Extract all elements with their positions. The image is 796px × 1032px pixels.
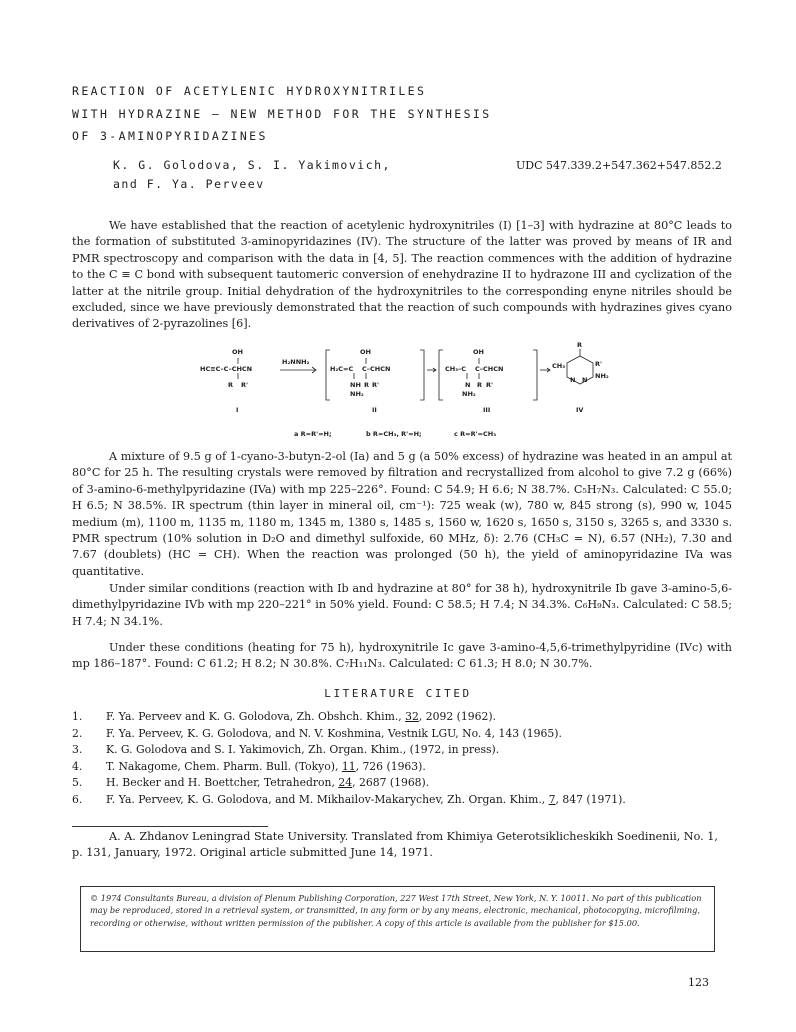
authors-line-1: K. G. Golodova, S. I. Yakimovich, (113, 158, 391, 172)
reference-volume: 24 (338, 776, 353, 789)
affiliation-footnote (72, 829, 732, 862)
reference-text: T. Nakagome, Chem. Pharm. Bull. (Tokyo), 11, 726 (1963). (106, 759, 426, 773)
scheme-iii-left: CH₃–C (445, 365, 467, 373)
literature-heading: LITERATURE CITED (324, 687, 472, 700)
scheme-label-i: I (236, 406, 239, 414)
scheme-ii-r: R (364, 381, 370, 389)
scheme-i-r: R (228, 381, 234, 389)
scheme-variant-b: b R=CH₃, R'=H; (366, 430, 422, 438)
reference-text: F. Ya. Perveev and K. G. Golodova, Zh. Obshch. Khim., 32, 2092 (1962). (106, 710, 496, 723)
reference-item (72, 759, 732, 776)
scheme-iii-right: C–CHCN (475, 365, 504, 373)
author-list (113, 156, 391, 194)
scheme-label-iv: IV (576, 406, 584, 414)
reference-number: 1. (72, 710, 83, 723)
page-number: 123 (688, 976, 709, 989)
reference-item (72, 726, 732, 743)
reference-volume: 7 (548, 792, 556, 806)
experimental-text-2: Under similar conditions (reaction with Ib and hydrazine at 80° for 38 h), hydroxynitrile Ib gave 3-amino-5,6-dimethylpyridazine IVb with mp 220–221° in 50% yield. Found: C 58.5; H 7.4; N 34.3%. C₆H₉N₃. Calculated: C 58.5; H 7.4; N 34.1%. (72, 582, 732, 628)
reference-number: 6. (72, 792, 83, 806)
scheme-iv-ch3: CH₃ (552, 362, 566, 370)
udc-code: UDC 547.339.2+547.362+547.852.2 (516, 159, 722, 172)
title-line-1: REACTION OF ACETYLENIC HYDROXYNITRILES (72, 84, 427, 98)
reference-item (72, 742, 732, 759)
reference-volume: 32 (405, 710, 419, 723)
reference-number: 5. (72, 776, 83, 789)
experimental-paragraph-1 (72, 449, 732, 580)
scheme-label-ii: II (372, 406, 377, 414)
reference-text: H. Becker and H. Boettcher, Tetrahedron, 24, 2687 (1968). (106, 776, 430, 789)
reference-item (72, 792, 732, 809)
title-line-2: WITH HYDRAZINE – NEW METHOD FOR THE SYNTHESIS (72, 106, 492, 121)
scheme-iv-r: R (577, 341, 583, 349)
reference-item (72, 775, 732, 792)
reaction-scheme (196, 340, 616, 444)
scheme-variant-c: c R=R'=CH₃ (454, 430, 497, 438)
copyright-notice: © 1974 Consultants Bureau, a division of Plenum Publishing Corporation, 227 West 17th Street, New York, N. Y. 10011. No part of this publication may be reproduced, stored in a retrieval system, or transmitted, in any form or by any means, electronic, mechanical, photocopying, microfilming, recording or otherwise, without written permission of the publisher. A copy of this article is available from the publisher for $15.00. (80, 886, 715, 952)
reference-number: 4. (72, 759, 83, 773)
scheme-ii-nh2: NH₂ (350, 390, 364, 398)
experimental-text-3: Under these conditions (heating for 75 h), hydroxynitrile Ic gave 3-amino-4,5,6-trimethylpyridine (IVc) with mp 186–187°. Found: C 61.2; H 8.2; N 30.8%. C₇H₁₁N₃. Calculated: C 61.3; H 8.0; N 30.7%. (72, 641, 732, 671)
intro-text: We have established that the reaction of acetylenic hydroxynitriles (I) [1–3] with hydrazine at 80°C leads to the formation of substituted 3-aminopyridazines (IV). The structure of the latter was proved by means of IR and PMR spectroscopy and comparison with the data in [4, 5]. The reaction commences with the addition of hydrazine to the C ≡ C bond with subsequent tautomeric conversion of enehydrazine II to hydrazone III and cyclization of the latter at the nitrile group. Initial dehydration of the hydroxynitriles to the corresponding enyne nitriles should be excluded, since we have previously demonstrated that the reaction of such compounds with hydrazines gives cyano derivatives of 2-pyrazolines [6]. (72, 219, 732, 331)
scheme-ii-left: H₂C=C (330, 365, 354, 373)
reference-text: F. Ya. Perveev, K. G. Golodova, and N. V. Koshmina, Vestnik LGU, No. 4, 143 (1965). (106, 726, 562, 740)
reference-item (72, 709, 732, 726)
scheme-iv-n1: N (570, 376, 576, 384)
reference-number: 2. (72, 726, 83, 740)
scheme-i-oh: OH (232, 348, 243, 356)
title-line-3: OF 3-AMINOPYRIDAZINES (72, 129, 268, 143)
scheme-label-iii: III (483, 406, 491, 414)
footnote-divider (72, 826, 268, 827)
reference-text: K. G. Golodova and S. I. Yakimovich, Zh. Organ. Khim., (1972, in press). (106, 743, 500, 756)
scheme-iii-r-prime: R' (486, 381, 493, 389)
scheme-ii-r-prime: R' (372, 381, 379, 389)
reference-list (72, 709, 732, 808)
scheme-iv-nh2: NH₂ (595, 372, 609, 380)
reference-volume: 11 (341, 759, 356, 773)
scheme-iii-r: R (477, 381, 483, 389)
intro-paragraph (72, 218, 732, 333)
scheme-iii-nh2: NH₂ (462, 390, 476, 398)
scheme-variant-a: a R=R'=H; (294, 430, 332, 438)
reference-text: F. Ya. Perveev, K. G. Golodova, and M. Mikhailov-Makarychev, Zh. Organ. Khim., 7, 847 (1971). (106, 792, 626, 806)
scheme-i-r-prime: R' (241, 381, 248, 389)
scheme-iv-r-prime: R' (595, 360, 602, 368)
scheme-iii-n: N (465, 381, 471, 389)
scheme-ii-right: C–CHCN (362, 365, 391, 373)
scheme-iii-oh: OH (473, 348, 484, 356)
experimental-paragraph-3 (72, 640, 732, 673)
scheme-i-formula: HC≡C–C–CHCN (200, 365, 253, 373)
scheme-reagent: H₂NNH₂ (282, 358, 310, 366)
experimental-text-1: A mixture of 9.5 g of 1-cyano-3-butyn-2-ol (Ia) and 5 g (a 50% excess) of hydrazine was heated in an ampul at 80°C for 25 h. The resulting crystals were removed by filtration and recrystallized from alcohol to give 7.2 g (66%) of 3-amino-6-methylpyridazine (IVa) with mp 225–226°. Found: C 54.9; H 6.6; N 38.7%. C₅H₇N₃. Calculated: C 55.0; H 6.5; N 38.5%. IR spectrum (thin layer in mineral oil, cm⁻¹): 725 weak (w), 780 w, 845 strong (s), 990 w, 1045 medium (m), 1100 m, 1135 m, 1180 m, 1345 m, 1380 s, 1485 s, 1560 w, 1620 s, 1650 s, 3150 s, 3265 s, and 3330 s. PMR spectrum (10% solution in D₂O and dimethyl sulfoxide, 60 MHz, δ): 2.76 (CH₃C = N), 6.57 (NH₂), 7.30 and 7.67 (doublets) (HC = CH). When the reaction was prolonged (50 h), the yield of aminopyridazine IVa was quantitative. (72, 450, 732, 578)
authors-line-2: and F. Ya. Perveev (113, 177, 265, 191)
experimental-paragraph-2 (72, 581, 732, 630)
scheme-iv-n2: N (582, 376, 588, 384)
reference-number: 3. (72, 743, 83, 756)
scheme-ii-nh: NH (350, 381, 361, 389)
affiliation-text: A. A. Zhdanov Leningrad State University. Translated from Khimiya Geterotsiklicheskikh Soedinenii, No. 1, p. 131, January, 1972. Original article submitted June 14, 1971. (72, 830, 718, 860)
article-title (72, 80, 732, 148)
reaction-scheme-svg (196, 340, 616, 444)
scheme-ii-oh: OH (360, 348, 371, 356)
